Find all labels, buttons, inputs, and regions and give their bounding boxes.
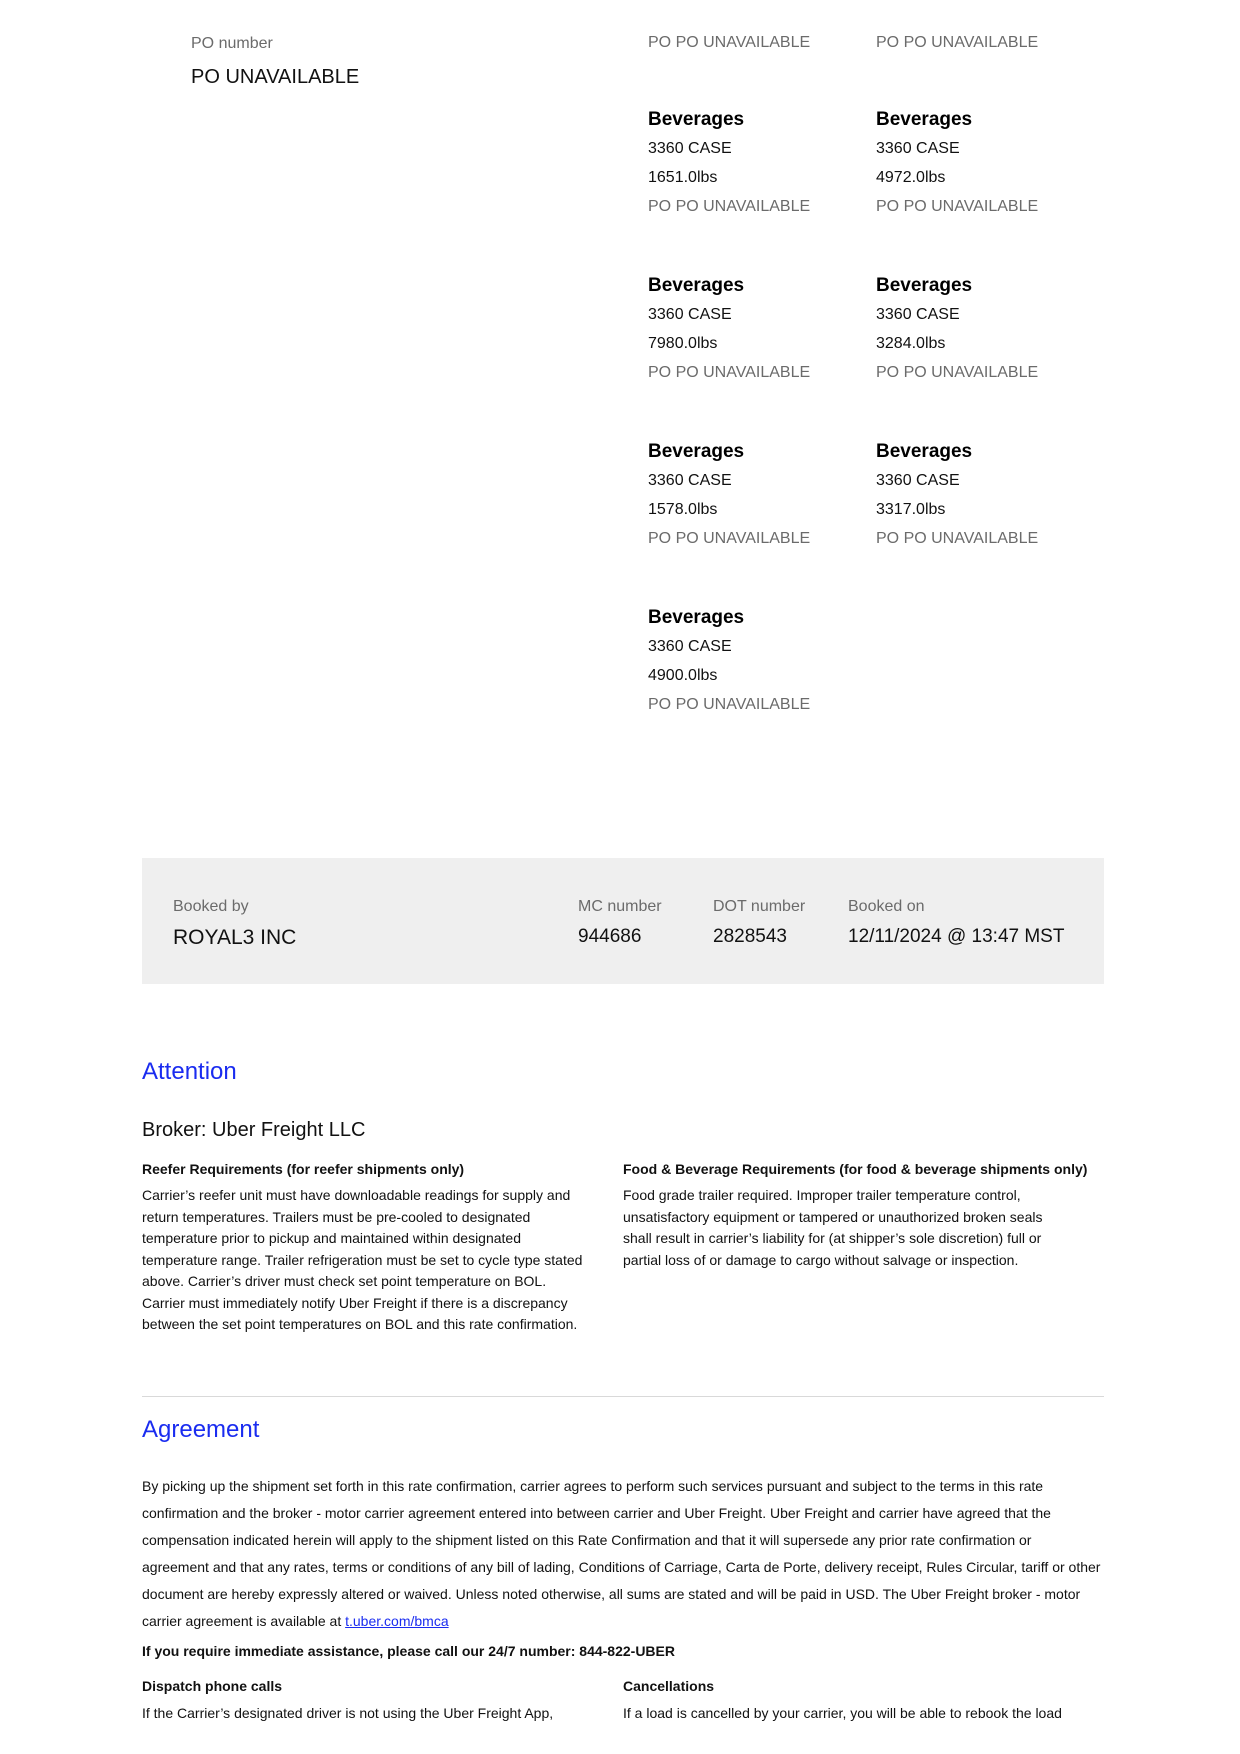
commodity-weight: 3317.0lbs (876, 501, 946, 518)
commodity-weight: 4972.0lbs (876, 169, 946, 186)
commodity-qty: 3360 CASE (648, 472, 732, 489)
mc-number-value: 944686 (578, 926, 642, 947)
booked-on-value: 12/11/2024 @ 13:47 MST (848, 926, 1065, 947)
agreement-body: By picking up the shipment set forth in this rate confirmation, carrier agrees to perform such services pursuant and subject to the terms in this rate confirmation and the broker - motor carrier agreement entered into between carrier and Uber Freight. Uber Freight and carrier have agreed that the compensation indicated herein will apply to the shipment listed on this Rate Confirmation and that it will supersede any prior rate confirmation or agreement and that any rates, terms or conditions of any bill of lading, Conditions of Carriage, Carta de Porte, delivery receipt, Rules Circular, tariff or other document are hereby expressly altered or waived. Unless noted otherwise, all sums are stated and will be paid in USD. The Uber Freight broker - motor carrier agreement is available at (142, 1478, 1101, 1629)
food-beverage-text: Food grade trailer required. Improper trailer temperature control, unsatisfactory equipment or tampered or unauthorized broken seals shall result in carrier’s liability for (at shipper’s sole discretion) full or partial loss of or damage to cargo without salvage or inspection. (623, 1187, 1043, 1268)
reefer-requirements-text: Carrier’s reefer unit must have downloadable readings for supply and return temperatures. Trailers must be pre-cooled to designated temperature prior to pickup and maintained within designated temperature range. Trailer refrigeration must be set to cycle type stated above. Carrier’s driver must check set point temperature on BOL. Carrier must immediately notify Uber Freight if there is a discrepancy between the set point temperatures on BOL and this rate confirmation. (142, 1187, 583, 1332)
broker-name: Broker: Uber Freight LLC (142, 1119, 366, 1141)
commodity-name: Beverages (876, 275, 973, 296)
commodity-item (648, 437, 868, 553)
commodity-po: PO PO UNAVAILABLE (648, 530, 811, 547)
commodity-qty: 3360 CASE (876, 140, 960, 157)
commodity-name: Beverages (876, 109, 973, 130)
commodity-po: PO PO UNAVAILABLE (876, 198, 1039, 215)
mc-number-label: MC number (578, 898, 662, 915)
po-header-col2: PO PO UNAVAILABLE (876, 34, 1039, 51)
po-header-col1: PO PO UNAVAILABLE (648, 34, 811, 51)
reefer-requirements-heading: Reefer Requirements (for reefer shipments only) (142, 1161, 465, 1177)
commodity-name: Beverages (648, 607, 745, 628)
commodity-po: PO PO UNAVAILABLE (876, 364, 1039, 381)
commodity-name: Beverages (648, 275, 745, 296)
commodity-qty: 3360 CASE (876, 472, 960, 489)
commodity-item (876, 105, 1096, 221)
booked-by-label: Booked by (173, 898, 249, 915)
commodity-weight: 3284.0lbs (876, 335, 946, 352)
commodity-name: Beverages (876, 441, 973, 462)
booked-on-label: Booked on (848, 898, 925, 915)
commodity-qty: 3360 CASE (876, 306, 960, 323)
commodity-weight: 7980.0lbs (648, 335, 718, 352)
commodity-name: Beverages (648, 109, 745, 130)
dot-number-label: DOT number (713, 898, 806, 915)
agreement-text (142, 1473, 1102, 1635)
commodity-po: PO PO UNAVAILABLE (648, 198, 811, 215)
assistance-line: If you require immediate assistance, please call our 24/7 number: 844-822-UBER (142, 1643, 675, 1659)
commodity-item (648, 105, 868, 221)
commodity-weight: 1651.0lbs (648, 169, 718, 186)
dispatch-calls-heading: Dispatch phone calls (142, 1678, 283, 1694)
booked-by-value: ROYAL3 INC (173, 926, 297, 949)
booking-info-panel (142, 858, 1104, 984)
dispatch-calls-text: If the Carrier’s designated driver is not using the Uber Freight App, (142, 1705, 554, 1721)
commodity-item (648, 603, 868, 719)
commodity-item (876, 271, 1096, 387)
cancellations-heading: Cancellations (623, 1678, 715, 1694)
commodity-weight: 4900.0lbs (648, 667, 718, 684)
commodity-po: PO PO UNAVAILABLE (648, 696, 811, 713)
commodity-item (648, 271, 868, 387)
commodity-name: Beverages (648, 441, 745, 462)
cancellations-text: If a load is cancelled by your carrier, you will be able to rebook the load (623, 1705, 1062, 1721)
commodity-qty: 3360 CASE (648, 306, 732, 323)
commodity-po: PO PO UNAVAILABLE (648, 364, 811, 381)
commodity-weight: 1578.0lbs (648, 501, 718, 518)
food-beverage-heading: Food & Beverage Requirements (for food & beverage shipments only) (623, 1161, 1088, 1177)
commodity-item (876, 437, 1096, 553)
commodity-po: PO PO UNAVAILABLE (876, 530, 1039, 547)
commodity-qty: 3360 CASE (648, 638, 732, 655)
attention-heading: Attention (142, 1058, 237, 1085)
po-number-label: PO number (191, 35, 273, 52)
bmca-link[interactable]: t.uber.com/bmca (345, 1613, 449, 1629)
agreement-heading: Agreement (142, 1416, 260, 1443)
section-divider (142, 1396, 1104, 1397)
commodity-qty: 3360 CASE (648, 140, 732, 157)
dot-number-value: 2828543 (713, 926, 787, 947)
po-number-value: PO UNAVAILABLE (191, 66, 360, 88)
